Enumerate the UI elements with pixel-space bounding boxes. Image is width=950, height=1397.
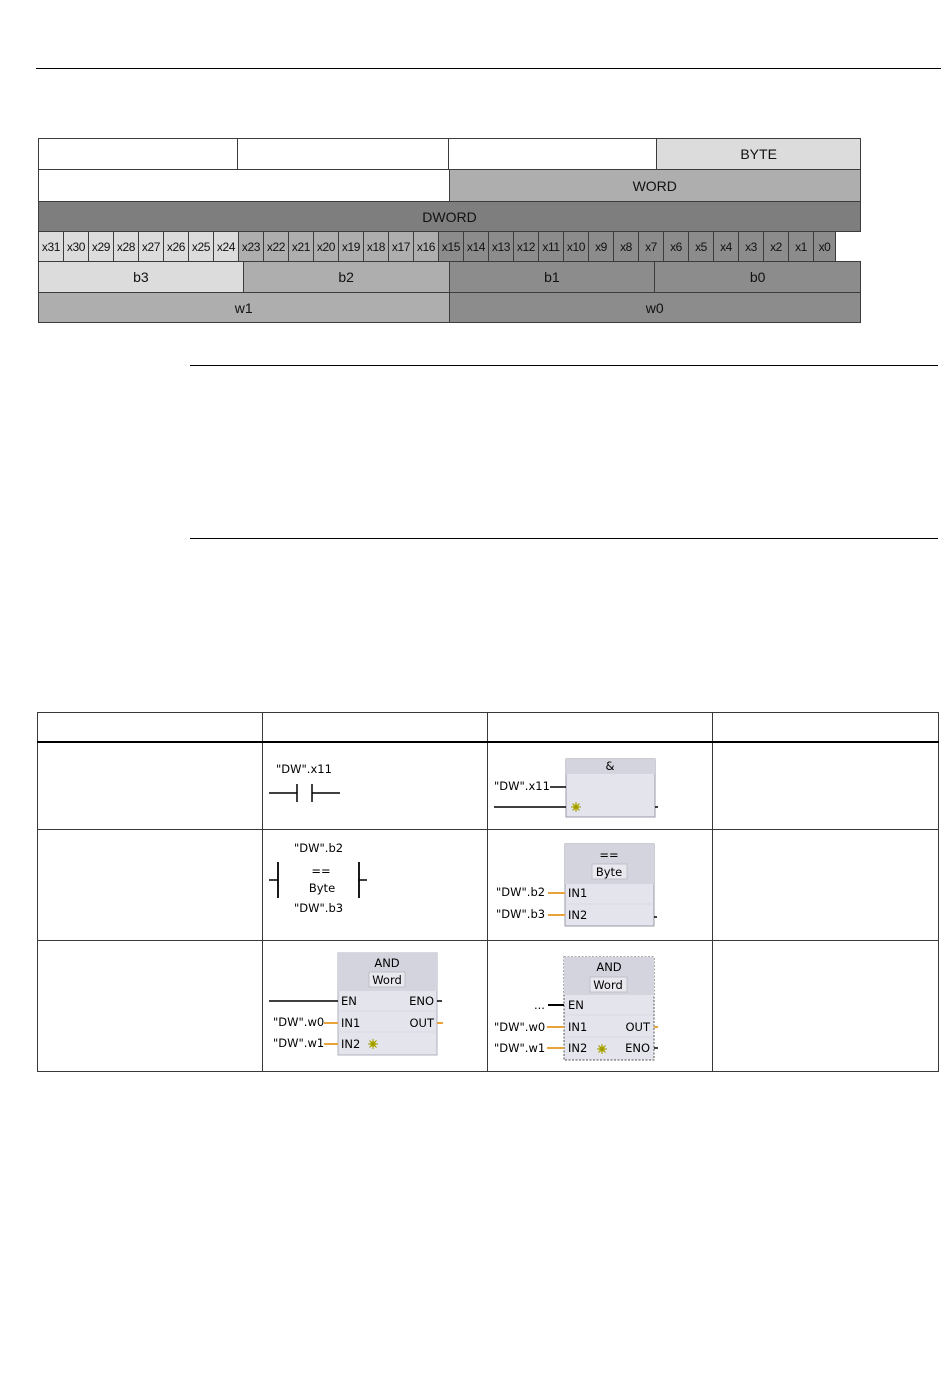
bit-cell: x24	[213, 231, 239, 262]
add-input-star-icon[interactable]	[597, 1044, 607, 1054]
bit-cell: x23	[238, 231, 264, 262]
pin-in2: IN2	[568, 1041, 588, 1055]
en-placeholder: ...	[534, 998, 545, 1012]
bit-cell: x18	[363, 231, 389, 262]
box-type: Word	[372, 973, 402, 987]
lad-contact-figure	[263, 743, 488, 829]
bit-cell: x21	[288, 231, 314, 262]
fbd-and-word-cell	[488, 941, 713, 1072]
word-row-cell	[38, 169, 450, 202]
lad-compare-figure	[263, 830, 488, 940]
top-rule	[36, 68, 941, 69]
dword-label: DWORD	[38, 201, 861, 232]
operand-label: "DW".x11	[276, 762, 332, 776]
lad-fbd-table	[37, 712, 939, 1072]
table-header	[488, 713, 713, 743]
pin-out: OUT	[409, 1016, 434, 1030]
pin-eno: ENO	[409, 994, 434, 1008]
dword-row	[38, 201, 861, 232]
compare-type: Byte	[595, 865, 623, 879]
pin-en: EN	[568, 998, 584, 1012]
byte-row-cell	[448, 138, 658, 170]
bit-cell: x26	[163, 231, 189, 262]
word-cell-w0: w0	[449, 292, 862, 323]
bit-cell: x4	[713, 231, 739, 262]
pin-in1: IN1	[568, 1020, 588, 1034]
bit-cell: x14	[463, 231, 489, 262]
bit-cell: x19	[338, 231, 364, 262]
fbd-and-word-figure	[488, 941, 713, 1071]
pin-in2: IN2	[568, 908, 588, 922]
compare-operator: ==	[311, 864, 331, 878]
bit-cell: x5	[688, 231, 714, 262]
byte-row-cell	[38, 138, 238, 170]
bit-cell: x9	[588, 231, 614, 262]
bit-cell: x20	[313, 231, 339, 262]
table-cell	[713, 830, 939, 941]
table-header	[38, 713, 263, 743]
pin-in1: IN1	[568, 886, 588, 900]
operand-label: "DW".b3	[496, 907, 546, 921]
box-title: AND	[596, 960, 622, 974]
pin-out: OUT	[625, 1020, 650, 1034]
table-header	[713, 713, 939, 743]
bit-cell: x31	[38, 231, 64, 262]
bit-cell: x25	[188, 231, 214, 262]
table-header	[263, 713, 488, 743]
bit-row	[38, 231, 861, 262]
operand-label: "DW".b3	[294, 901, 344, 915]
add-input-star-icon[interactable]	[571, 802, 581, 812]
table-row	[38, 742, 939, 830]
bit-cell: x1	[788, 231, 814, 262]
fbd-compare-cell	[488, 830, 713, 941]
bit-cell: x6	[663, 231, 689, 262]
byte-row-cell	[237, 138, 449, 170]
bit-cell: x27	[138, 231, 164, 262]
bit-cell: x29	[88, 231, 114, 262]
add-input-star-icon[interactable]	[368, 1039, 378, 1049]
table-row	[38, 830, 939, 941]
table-header-row	[38, 713, 939, 743]
bit-cell: x12	[513, 231, 539, 262]
bit-cell: x11	[538, 231, 564, 262]
fbd-compare-figure	[488, 830, 713, 940]
table-row	[38, 941, 939, 1072]
lad-and-word-cell	[263, 941, 488, 1072]
table-cell	[38, 830, 263, 941]
bit-cell: x17	[388, 231, 414, 262]
byte-cell-b2: b2	[243, 261, 450, 293]
byte-row	[38, 138, 861, 170]
operand-label: "DW".w0	[273, 1015, 325, 1029]
box-type: Word	[593, 978, 623, 992]
operand-label: "DW".w1	[273, 1036, 325, 1050]
bit-cell: x10	[563, 231, 589, 262]
fbd-and-figure	[488, 743, 713, 829]
word-index-row	[38, 292, 861, 323]
bit-cell: x13	[488, 231, 514, 262]
lad-bit-contact-cell	[263, 742, 488, 830]
word-label: WORD	[449, 169, 862, 202]
table-cell	[713, 941, 939, 1072]
table-cell	[38, 742, 263, 830]
compare-type: Byte	[308, 881, 336, 895]
byte-cell-b3: b3	[38, 261, 244, 293]
bit-cell: x7	[638, 231, 664, 262]
byte-index-row	[38, 261, 861, 293]
bit-cell: x28	[113, 231, 139, 262]
bit-cell: x2	[763, 231, 789, 262]
bit-cell: x30	[63, 231, 89, 262]
operand-label: "DW".w0	[494, 1020, 546, 1034]
bit-cell: x15	[438, 231, 464, 262]
fbd-and-box-cell	[488, 742, 713, 830]
bit-cell: x22	[263, 231, 289, 262]
operand-label: "DW".b2	[294, 841, 344, 855]
pin-en: EN	[341, 994, 357, 1008]
table-cell	[38, 941, 263, 1072]
bit-cell: x0	[813, 231, 836, 262]
operand-label: "DW".w1	[494, 1041, 546, 1055]
bit-cell: x16	[413, 231, 439, 262]
word-row	[38, 169, 861, 202]
pin-in2: IN2	[341, 1037, 361, 1051]
operand-label: "DW".b2	[496, 885, 546, 899]
pin-eno: ENO	[625, 1041, 650, 1055]
bit-cell: x8	[613, 231, 639, 262]
lad-compare-cell	[263, 830, 488, 941]
byte-label: BYTE	[656, 138, 861, 170]
byte-cell-b0: b0	[654, 261, 861, 293]
note-rule-top	[190, 365, 938, 366]
compare-operator: ==	[599, 848, 619, 862]
box-title: AND	[374, 956, 400, 970]
box-symbol: &	[605, 759, 615, 773]
table-cell	[713, 742, 939, 830]
bit-cell: x3	[738, 231, 764, 262]
bit-layout-diagram	[38, 138, 861, 324]
word-cell-w1: w1	[38, 292, 450, 323]
lad-and-word-figure	[263, 941, 488, 1071]
pin-in1: IN1	[341, 1016, 361, 1030]
operand-label: "DW".x11	[494, 779, 550, 793]
byte-cell-b1: b1	[449, 261, 656, 293]
note-rule-bottom	[190, 538, 938, 539]
